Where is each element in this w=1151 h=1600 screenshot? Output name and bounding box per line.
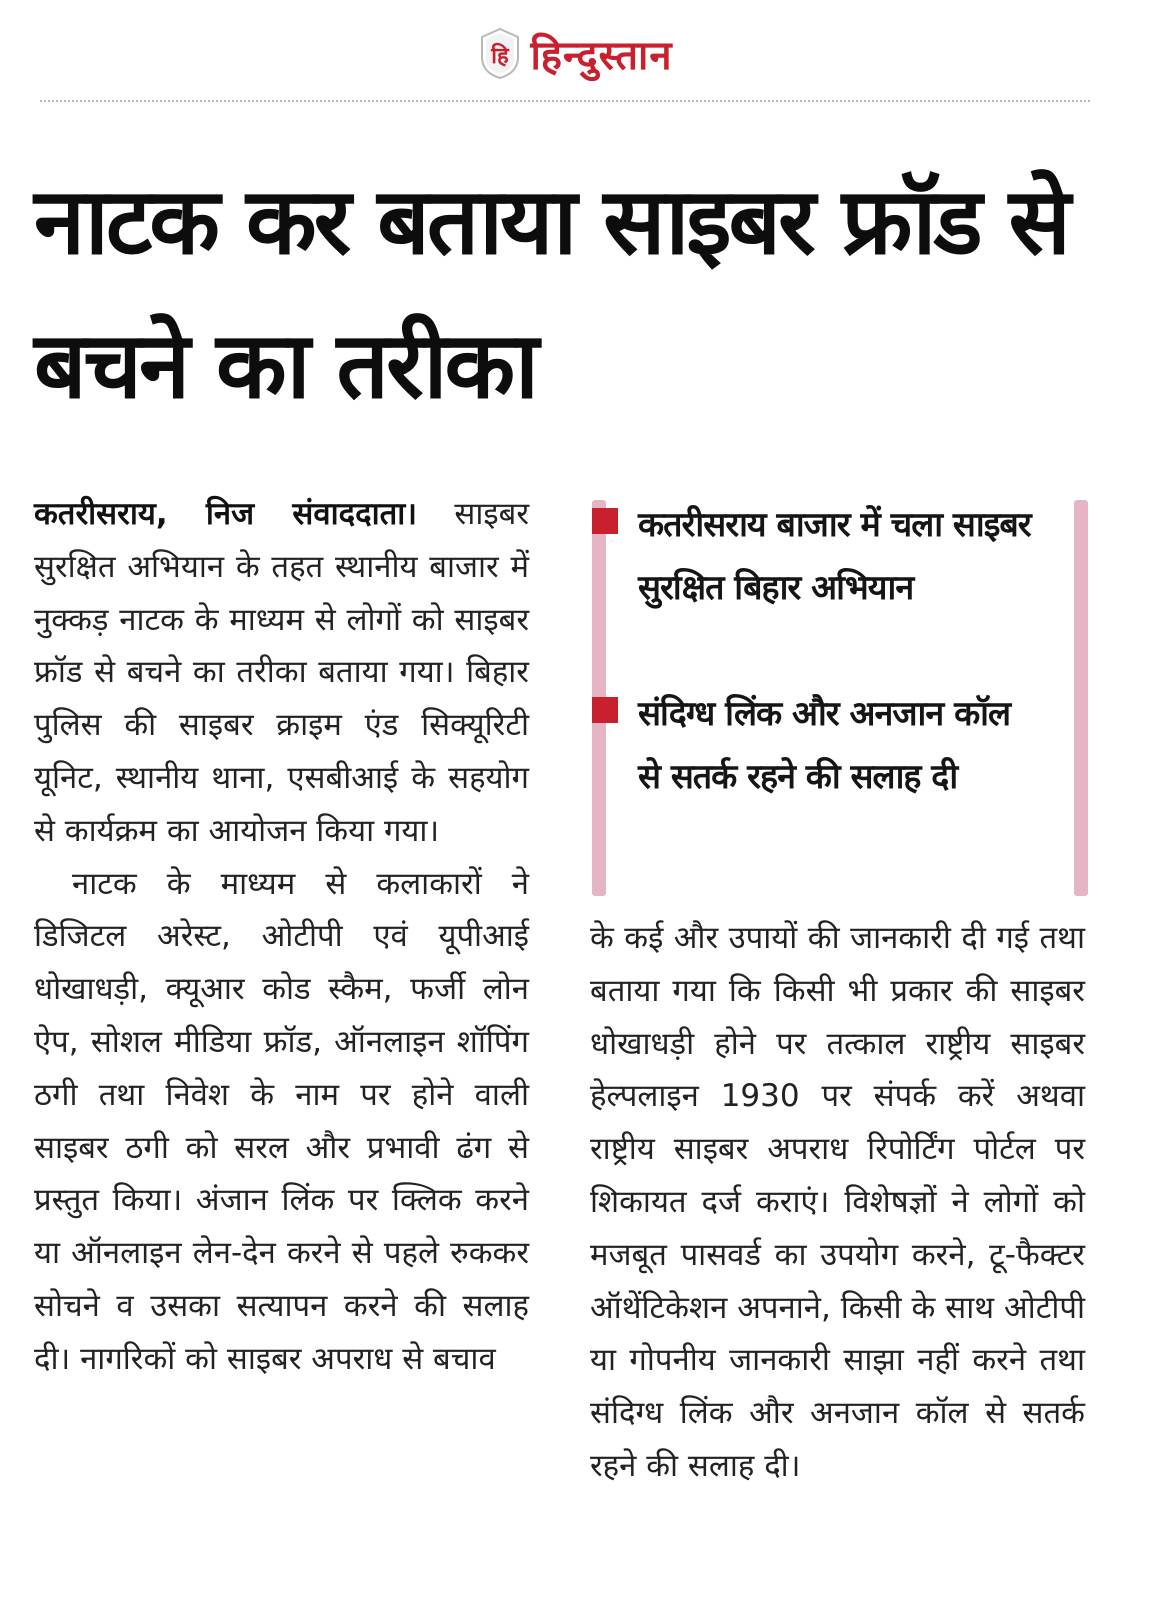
hindustan-logo-icon xyxy=(478,25,522,81)
highlight-item xyxy=(638,494,1038,620)
masthead xyxy=(0,18,1151,88)
square-bullet-icon xyxy=(592,697,618,723)
masthead-divider xyxy=(40,100,1090,102)
dateline: कतरीसराय, निज संवाददाता। xyxy=(34,496,418,532)
square-bullet-icon xyxy=(592,508,618,534)
highlight-text: कतरीसराय बाजार में चला साइबर सुरक्षित बिहार अभियान xyxy=(638,505,1031,608)
highlights-box xyxy=(592,500,1088,896)
svg-text:हि: हि xyxy=(491,44,510,69)
highlight-text: संदिग्ध लिंक और अनजान कॉल से सतर्क रहने की सलाह दी xyxy=(638,694,1011,797)
article-paragraph-3: के कई और उपायों की जानकारी दी गई तथा बताया गया कि किसी भी प्रकार की साइबर धोखाधड़ी होने पर तत्काल राष्ट्रीय साइबर हेल्पलाइन 1930 पर संपर्क करें अथवा राष्ट्रीय साइबर अपराध रिपोर्टिंग पोर्टल पर शिकायत दर्ज कराएं। विशेषज्ञों ने लोगों को मजबूत पासवर्ड का उपयोग करने, टू-फैक्टर ऑथेंटिकेशन अपनाने, किसी के साथ ओटीपी या गोपनीय जानकारी साझा नहीं करने तथा संदिग्ध लिंक और अनजान कॉल से सतर्क रहने की सलाह दी। xyxy=(590,920,1085,1484)
article-paragraph-1 xyxy=(34,488,529,858)
article-paragraph-2: नाटक के माध्यम से कलाकारों ने डिजिटल अरेस्ट, ओटीपी एवं यूपीआई धोखाधड़ी, क्यूआर कोड स्कैम, फर्जी लोन ऐप, सोशल मीडिया फ्रॉड, ऑनलाइन शॉपिंग ठगी तथा निवेश के नाम पर होने वाली साइबर ठगी को सरल और प्रभावी ढंग से प्रस्तुत किया। अंजान लिंक पर क्लिक करने या ऑनलाइन लेन-देन करने से पहले रुककर सोचने व उसका सत्यापन करने की सलाह दी। नागरिकों को साइबर अपराध से बचाव xyxy=(34,865,529,1377)
article-paragraph-1-text: साइबर सुरक्षित अभियान के तहत स्थानीय बाजार में नुक्कड़ नाटक के माध्यम से लोगों को साइबर फ्रॉड से बचने का तरीका बताया गया। बिहार पुलिस की साइबर क्राइम एंड सिक्यूरिटी यूनिट, स्थानीय थाना, एसबीआई के सहयोग से कार्यक्रम का आयोजन किया गया। xyxy=(34,496,529,849)
article-column-left xyxy=(34,488,529,1386)
article-column-right xyxy=(590,912,1085,1493)
highlight-bar-right xyxy=(1074,500,1088,896)
highlight-item xyxy=(638,683,1038,809)
brand-name: हिन्दुस्तान xyxy=(530,32,673,79)
headline: नाटक कर बताया साइबर फ्रॉड से बचने का तरीका xyxy=(34,168,1068,419)
